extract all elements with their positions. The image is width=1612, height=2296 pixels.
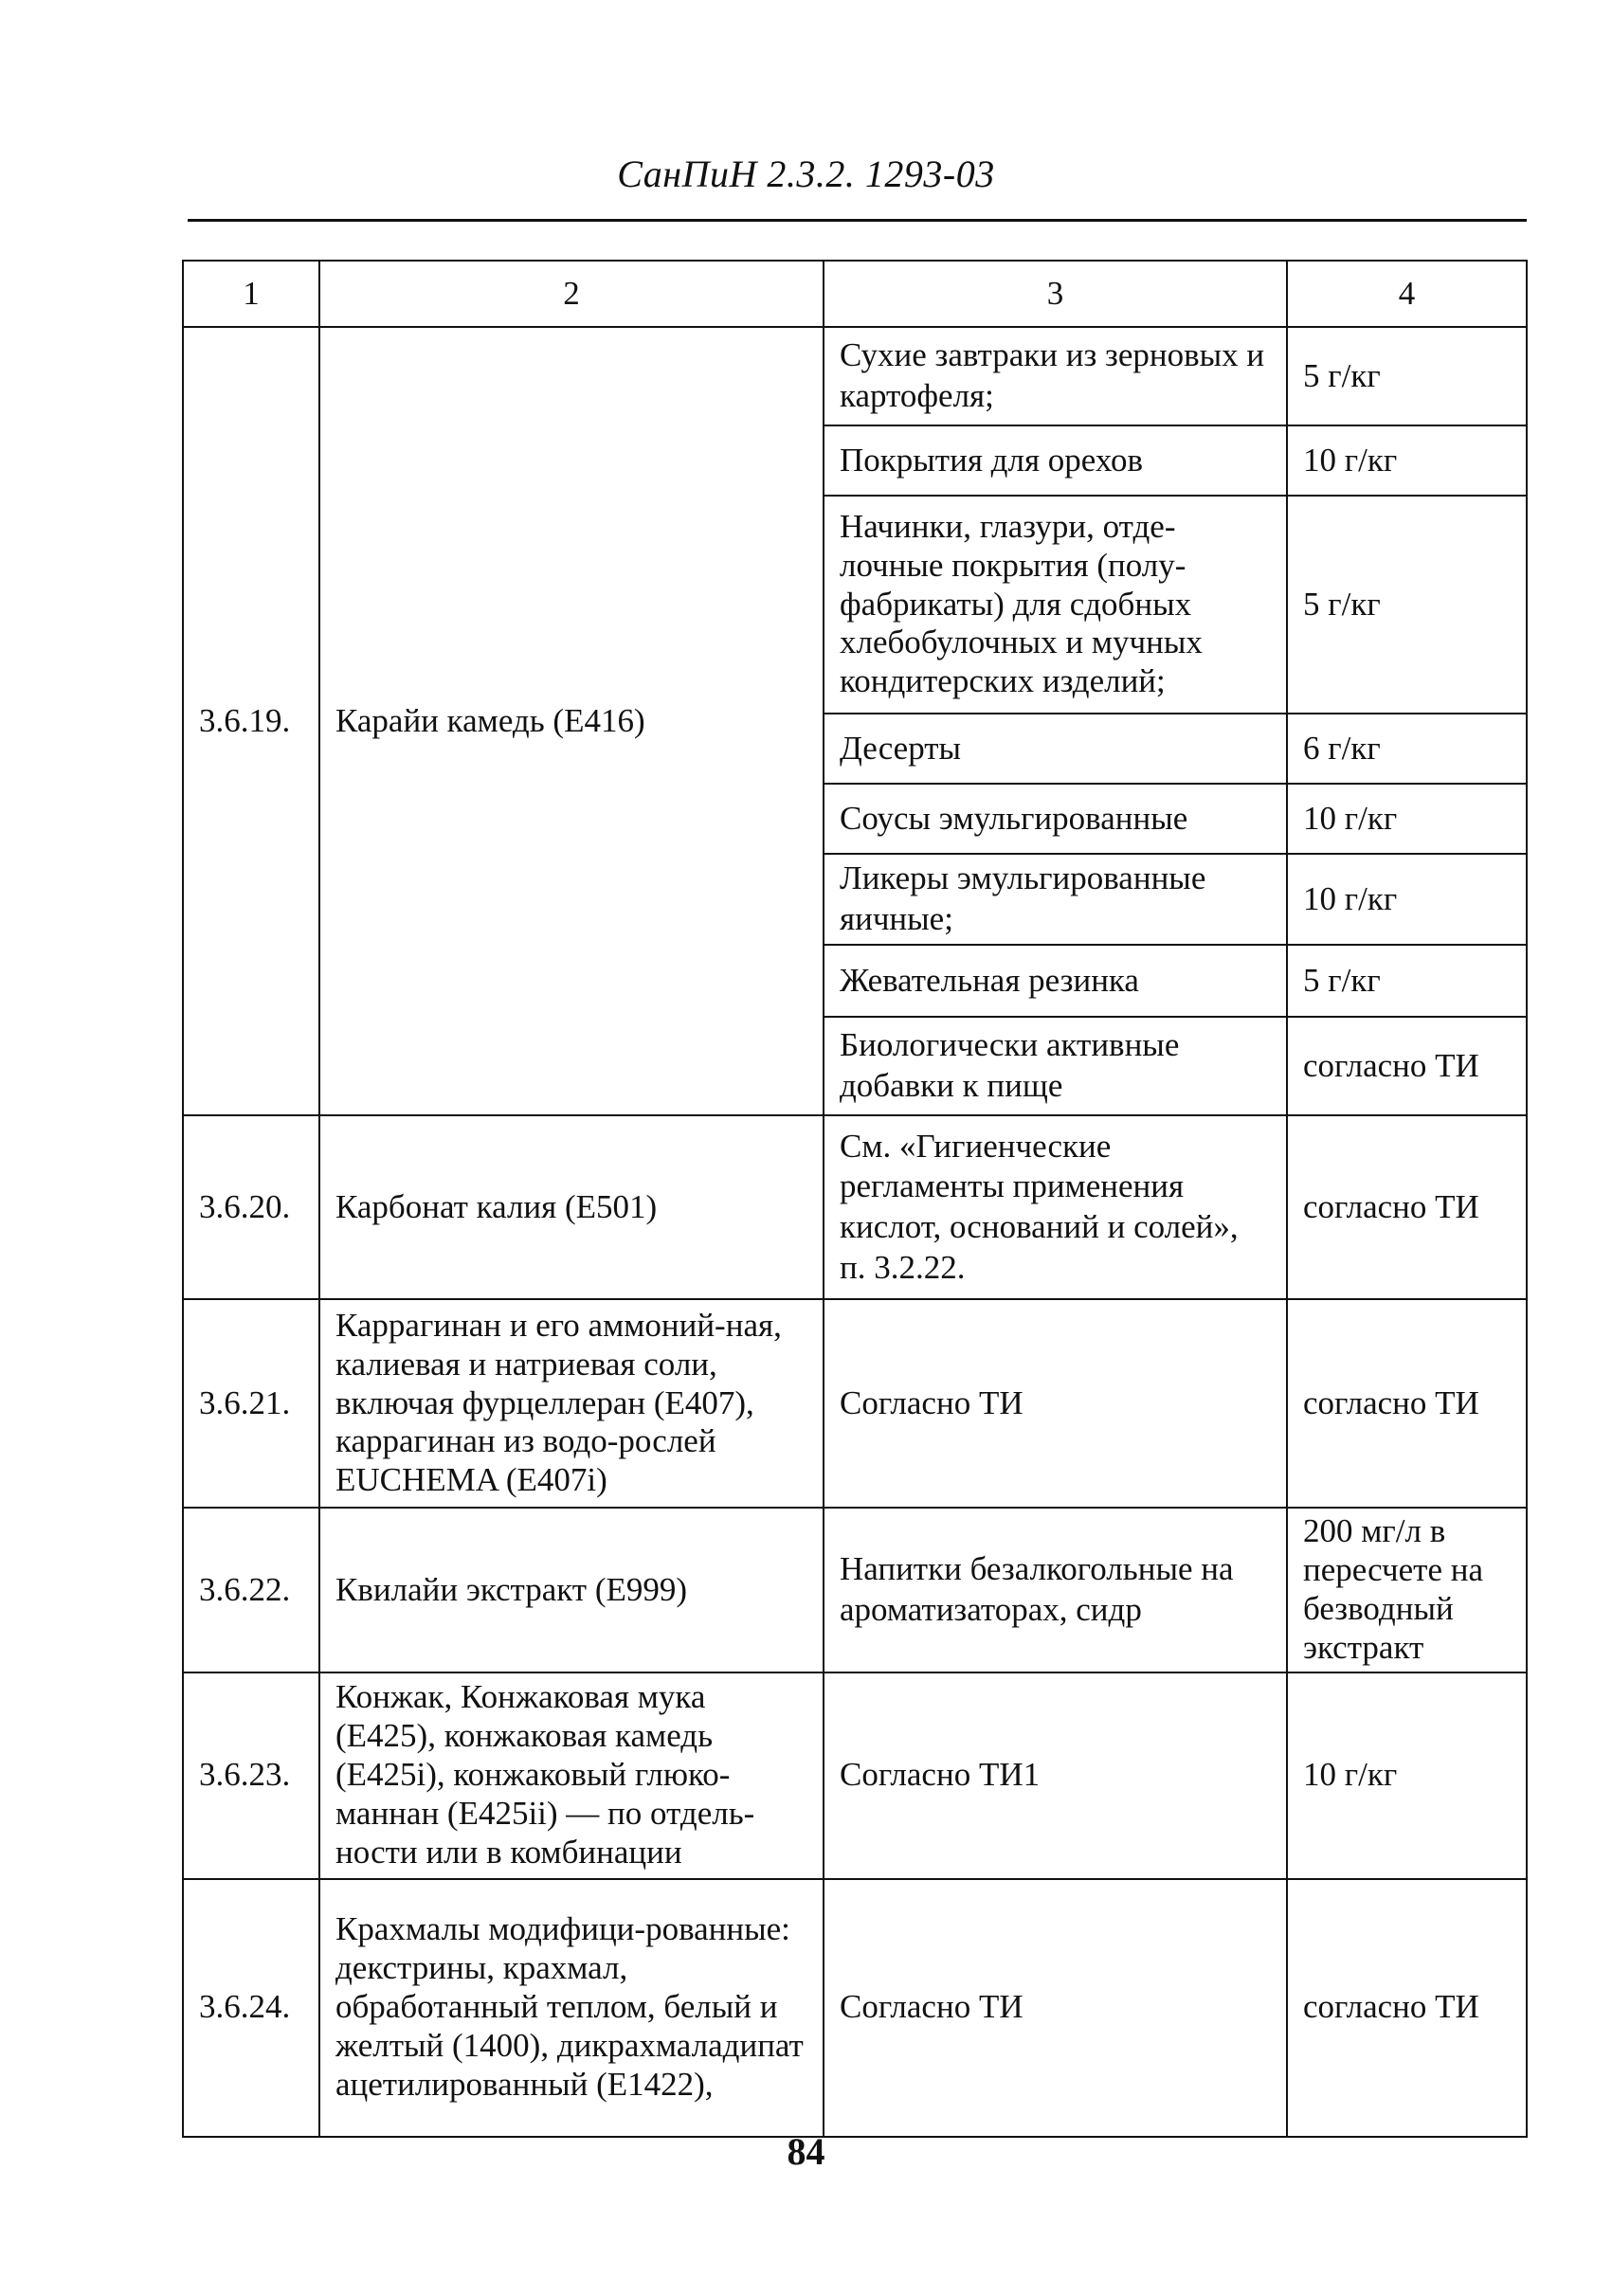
table-header-row <box>183 261 1527 327</box>
row-number: 3.6.22. <box>183 1508 319 1672</box>
level-cell: 10 г/кг <box>1287 425 1527 496</box>
additive-name: Карайи камедь (E416) <box>319 327 824 1115</box>
product-cell: Соусы эмульгированные <box>824 784 1287 854</box>
product-cell: Начинки, глазури, отде-лочные покрытия (полу-фабрикаты) для сдобных хлебобулочных и мучных кондитерских изделий; <box>824 496 1287 714</box>
product-cell: Покрытия для орехов <box>824 425 1287 496</box>
additive-name: Карбонат калия (E501) <box>319 1115 824 1299</box>
product-cell: Биологически активные добавки к пище <box>824 1017 1287 1115</box>
table-row <box>183 1508 1527 1672</box>
page-number: 84 <box>787 2130 825 2173</box>
level-cell: 10 г/кг <box>1287 784 1527 854</box>
level-cell: 5 г/кг <box>1287 496 1527 714</box>
additive-name: Конжак, Конжаковая мука (E425), конжаковая камедь (E425i), конжаковый глюко-маннан (E425ii) — по отдель-ности или в комбинации <box>319 1672 824 1879</box>
level-cell: 5 г/кг <box>1287 945 1527 1017</box>
header-rule <box>188 219 1527 222</box>
row-number: 3.6.21. <box>183 1299 319 1508</box>
additive-name: Квилайи экстракт (E999) <box>319 1508 824 1672</box>
row-number: 3.6.19. <box>183 327 319 1115</box>
product-cell: Десерты <box>824 714 1287 784</box>
product-cell: Напитки безалкогольные на ароматизаторах, сидр <box>824 1508 1287 1672</box>
column-header: 4 <box>1287 261 1527 327</box>
additive-name: Крахмалы модифици-рованные: декстрины, крахмал, обработанный теплом, белый и желтый (1400), дикрахмаладипат ацетилированный (E1422), <box>319 1879 824 2137</box>
column-header: 3 <box>824 261 1287 327</box>
level-cell: 6 г/кг <box>1287 714 1527 784</box>
table-row <box>183 1879 1527 2137</box>
level-cell: 10 г/кг <box>1287 1672 1527 1879</box>
product-cell: См. «Гигиенческие регламенты применения кислот, оснований и солей», п. 3.2.22. <box>824 1115 1287 1299</box>
column-header: 1 <box>183 261 319 327</box>
additive-name: Каррагинан и его аммоний-ная, калиевая и натриевая соли, включая фурцеллеран (E407), каррагинан из водо-рослей EUCHEMA (E407i) <box>319 1299 824 1508</box>
level-cell: согласно ТИ <box>1287 1299 1527 1508</box>
additives-table <box>182 260 1528 2138</box>
table-row <box>183 1672 1527 1879</box>
level-cell: 200 мг/л в пересчете на безводный экстракт <box>1287 1508 1527 1672</box>
level-cell: согласно ТИ <box>1287 1879 1527 2137</box>
level-cell: 5 г/кг <box>1287 327 1527 425</box>
product-cell: Сухие завтраки из зерновых и картофеля; <box>824 327 1287 425</box>
row-number: 3.6.20. <box>183 1115 319 1299</box>
table-row <box>183 327 1527 425</box>
row-number: 3.6.23. <box>183 1672 319 1879</box>
level-cell: согласно ТИ <box>1287 1115 1527 1299</box>
level-cell: 10 г/кг <box>1287 854 1527 945</box>
table-row <box>183 1115 1527 1299</box>
product-cell: Жевательная резинка <box>824 945 1287 1017</box>
table-row <box>183 1299 1527 1508</box>
product-cell: Ликеры эмульгированные яичные; <box>824 854 1287 945</box>
level-cell: согласно ТИ <box>1287 1017 1527 1115</box>
product-cell: Согласно ТИ1 <box>824 1672 1287 1879</box>
column-header: 2 <box>319 261 824 327</box>
product-cell: Согласно ТИ <box>824 1299 1287 1508</box>
page-header-title: СанПиН 2.3.2. 1293-03 <box>617 153 995 195</box>
row-number: 3.6.24. <box>183 1879 319 2137</box>
product-cell: Согласно ТИ <box>824 1879 1287 2137</box>
